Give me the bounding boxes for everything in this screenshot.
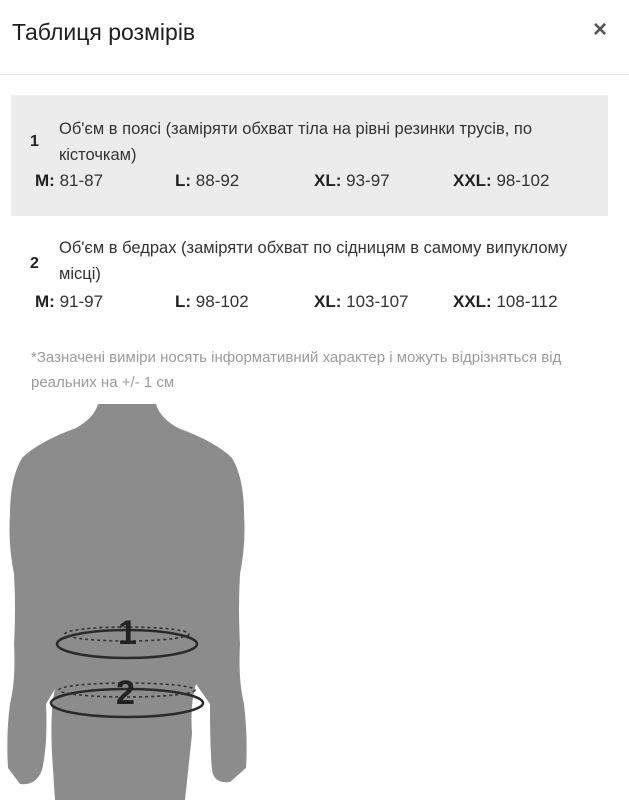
measurement-description: Об'єм в поясі (заміряти обхват тіла на рівні резинки трусів, по кісточкам) <box>59 120 533 164</box>
size-l: L: 88-92 <box>175 171 240 190</box>
marker-2: 2 <box>116 674 135 712</box>
size-l: L: 98-102 <box>175 292 249 311</box>
size-xl: XL: 103-107 <box>314 292 409 311</box>
measurement-description: Об'єм в бедрах (заміряти обхват по сідницям в самому випуклому місці) <box>59 239 568 283</box>
size-xl: XL: 93-97 <box>314 171 390 190</box>
measurement-number: 2 <box>30 255 39 272</box>
measurement-number: 1 <box>30 133 39 150</box>
body-silhouette-figure <box>0 404 260 800</box>
measurement-waist <box>11 95 608 216</box>
silhouette <box>7 404 246 800</box>
modal-header <box>0 0 629 75</box>
marker-1: 1 <box>118 614 137 652</box>
size-list <box>11 292 608 314</box>
modal-title: Таблиця розмірів <box>12 19 196 45</box>
size-xxl: XXL: 108-112 <box>453 292 558 311</box>
size-list <box>11 171 608 193</box>
measurement-hips <box>11 226 608 326</box>
disclaimer-note: *Зазначені виміри носять інформативний характер і можуть відрізняться від реальних на +/- 1 см <box>31 349 562 391</box>
close-icon[interactable]: × <box>592 16 607 43</box>
size-m: M: 81-87 <box>35 171 104 190</box>
size-xxl: XXL: 98-102 <box>453 171 550 190</box>
size-m: M: 91-97 <box>35 292 104 311</box>
